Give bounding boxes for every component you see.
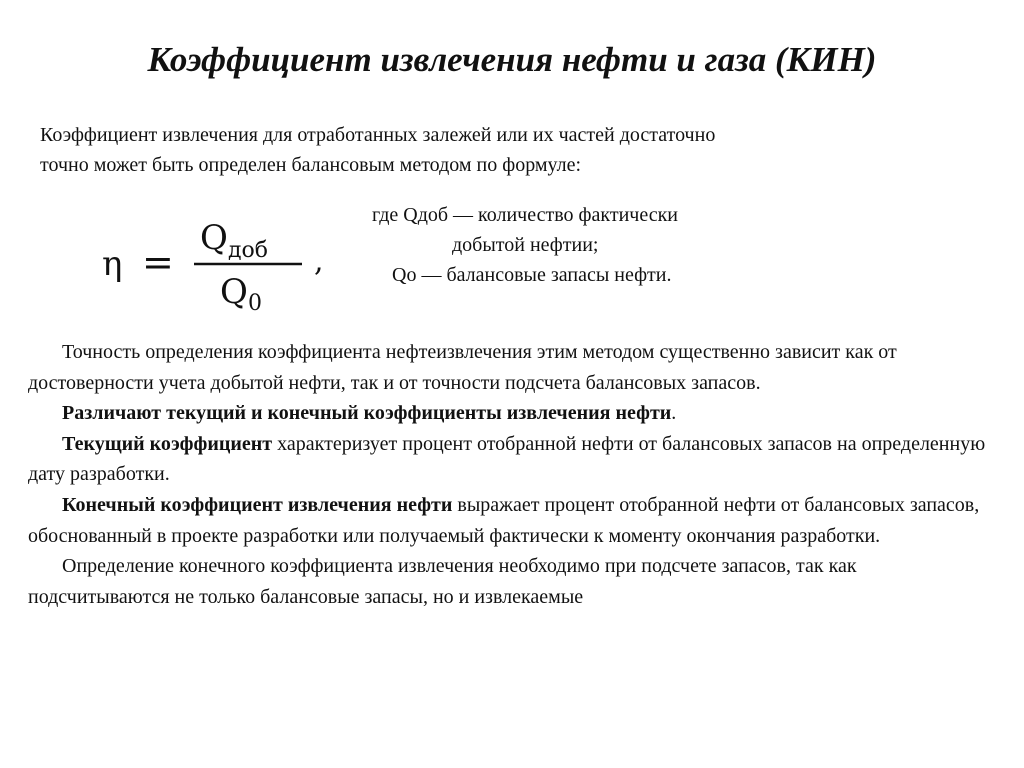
- formula-eta: η: [102, 244, 123, 284]
- paragraph-accuracy: Точность определения коэффициента нефтеизвлечения этим методом существенно зависит как от достоверности учета добытой нефти, так и от точности подсчета балансовых запасов.: [28, 341, 897, 394]
- types-rest: .: [671, 402, 677, 425]
- legend-line-2: добытой нефтии;: [452, 234, 599, 256]
- formula-graphic: [100, 205, 340, 315]
- formula-numerator-sub: доб: [228, 238, 269, 263]
- paragraph-determination: Определение конечного коэффициента извлечения необходимо при подсчете запасов, так как подсчитываются не только балансовые запасы, но и извлекаемые: [28, 555, 857, 608]
- final-rest: выражает процент отобранной нефти от балансовых запасов, обоснованный в проекте разработки или получаемый фактически к моменту окончания разработки.: [28, 493, 980, 547]
- recovery-formula: [100, 205, 340, 315]
- formula-legend: [372, 200, 792, 290]
- page-title: Коэффициент извлечения нефти и газа (КИН): [147, 40, 877, 79]
- intro-line-2: точно может быть определен балансовым методом по формуле:: [40, 154, 582, 176]
- final-bold: Конечный коэффициент извлечения нефти: [62, 493, 453, 516]
- formula-equals: =: [142, 240, 174, 284]
- current-rest: характеризует процент отобранной нефти от балансовых запасов на определенную дату разработки.: [28, 432, 986, 486]
- intro-text: [40, 120, 740, 180]
- paragraph-final: [28, 490, 988, 551]
- body-text: [28, 337, 988, 612]
- types-bold: Различают текущий и конечный коэффициенты извлечения нефти: [62, 402, 672, 425]
- current-bold: Текущий коэффициент: [62, 432, 273, 455]
- formula-comma: ,: [314, 244, 324, 279]
- formula-denominator: Q: [220, 272, 248, 312]
- paragraph-types: [28, 398, 988, 429]
- formula-denominator-sub: 0: [248, 291, 262, 315]
- paragraph-current: [28, 429, 988, 490]
- legend-line-3: Qo — балансовые запасы нефти.: [392, 264, 672, 286]
- formula-numerator: Q: [200, 218, 228, 258]
- legend-line-1: где Qдоб — количество фактически: [372, 204, 678, 226]
- intro-line-1: Коэффициент извлечения для отработанных залежей или их частей достаточно: [40, 124, 716, 146]
